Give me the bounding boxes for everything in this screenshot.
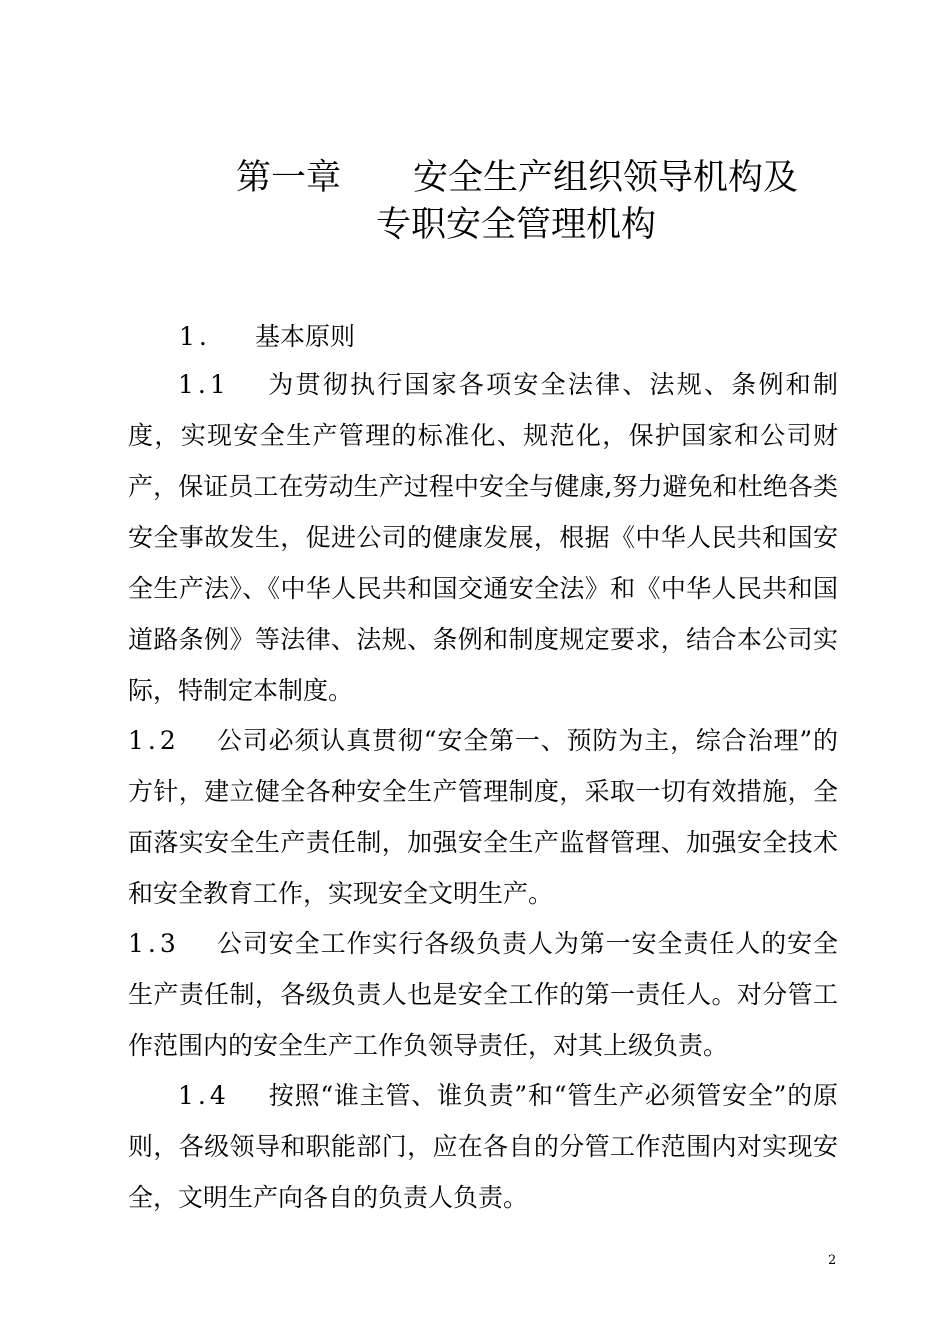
paragraph-number: 1.3 [128,929,180,958]
chapter-title-line-2: 专职安全管理机构 [376,205,657,245]
paragraph-1-4 [128,1070,838,1223]
section-number: 1. [179,322,211,351]
paragraph-1-1 [128,359,838,716]
chapter-title-text: 安全生产组织领导机构及 [413,158,799,198]
paragraph-text: 为贯彻执行国家各项安全法律、法规、条例和制度，实现安全生产管理的标准化、规范化，保护国家和公司财产，保证员工在劳动生产过程中安全与健康,努力避免和杜绝各类安全事故发生，促进公司的健康发展，根据《中华人民共和国安全生产法》、《中华人民共和国交通安全法》和《中华人民共和国道路条例》等法律、法规、条例和制度规定要求，结合本公司实际，特制定本制度。 [128,370,838,705]
paragraph-text: 公司必须认真贯彻“安全第一、预防为主，综合治理”的方针，建立健全各种安全生产管理制度，采取一切有效措施，全面落实安全生产责任制，加强安全生产监督管理、加强安全技术和安全教育工作，实现安全文明生产。 [128,726,838,908]
paragraph-number: 1.1 [178,370,230,399]
paragraph-text: 公司安全工作实行各级负责人为第一安全责任人的安全生产责任制，各级负责人也是安全工作的第一责任人。对分管工作范围内的安全生产工作负领导责任，对其上级负责。 [128,929,838,1060]
paragraph-1-2 [128,715,838,919]
paragraph-text: 按照“谁主管、谁负责”和“管生产必须管安全”的原则，各级领导和职能部门，应在各自的分管工作范围内对实现安全，文明生产向各自的负责人负责。 [128,1081,838,1212]
paragraph-1-3 [128,918,838,1071]
chapter-label: 第一章 [236,158,342,198]
paragraph-number: 1.2 [128,726,180,755]
chapter-title-line-1 [236,156,798,200]
section-heading [179,311,889,362]
paragraph-number: 1.4 [178,1081,230,1110]
section-heading-text: 基本原则 [255,322,356,351]
page-number: 2 [828,1253,837,1268]
